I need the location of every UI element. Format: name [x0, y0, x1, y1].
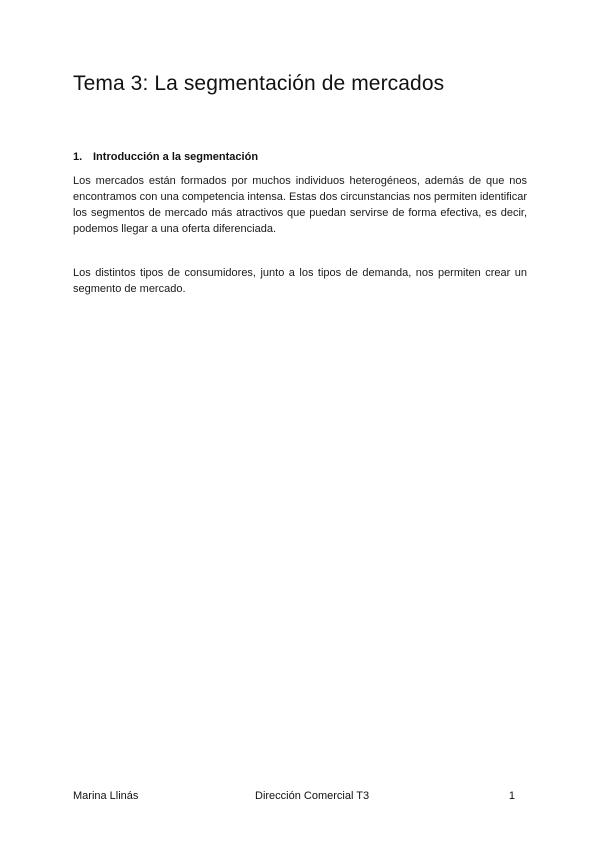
footer-page-number: 1 [508, 790, 515, 802]
page-footer [73, 790, 515, 806]
footer-course: Dirección Comercial T3 [255, 790, 370, 802]
section-heading-text: Introducción a la segmentación [93, 151, 259, 163]
section-number: 1. [73, 151, 83, 163]
page-title: Tema 3: La segmentación de mercados [73, 72, 445, 95]
paragraph-consumers: Los distintos tipos de consumidores, junto a los tipos de demanda, nos permiten crear un segmento de mercado. [73, 267, 527, 295]
paragraph-intro: Los mercados están formados por muchos individuos heterogéneos, además de que nos encontramos con una competencia intensa. Estas dos circunstancias nos permiten identificar los segmentos de mercado más atractivos que puedan servirse de forma efectiva, es decir, podemos llegar a una oferta diferenciada. [73, 175, 527, 235]
section-heading [73, 151, 258, 163]
footer-author: Marina Llinás [73, 790, 139, 802]
